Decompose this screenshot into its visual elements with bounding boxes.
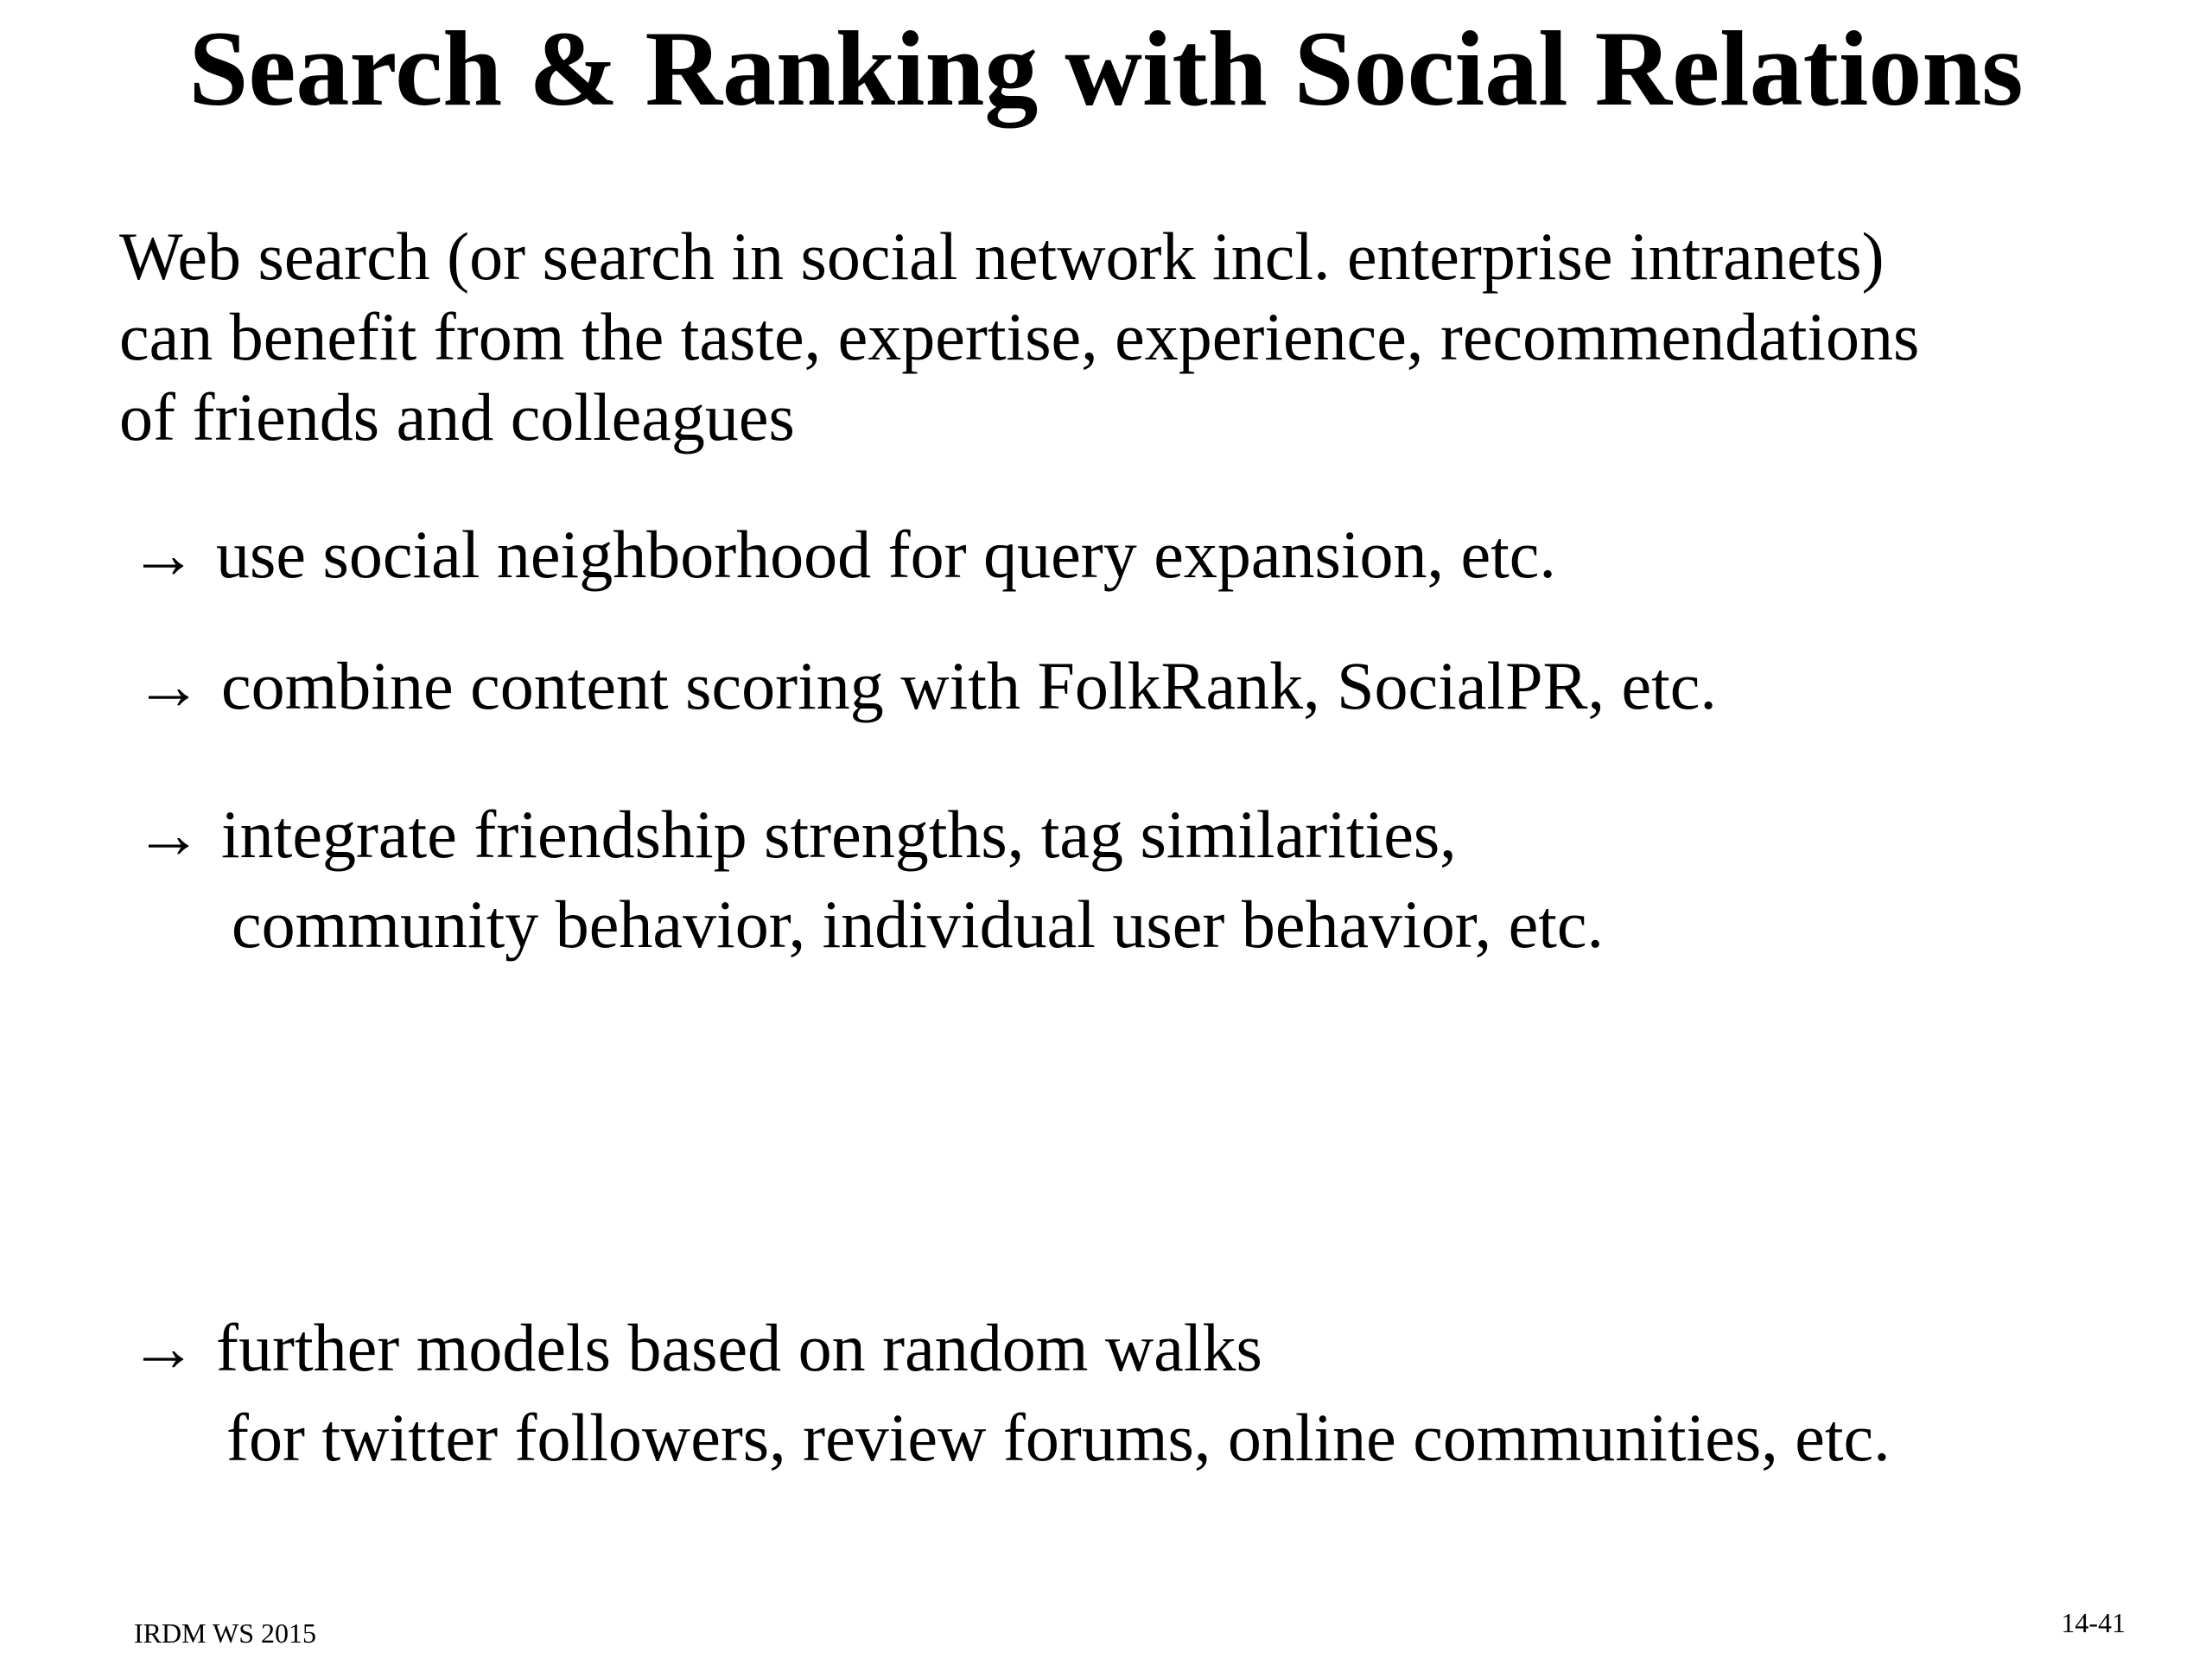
- bullet-text: use social neighborhood for query expansion, etc.: [216, 517, 1556, 592]
- intro-line: Web search (or search in social network incl. enterprise intranets): [119, 219, 1885, 294]
- right-arrow-icon: →: [130, 517, 197, 592]
- intro-line: can benefit from the taste, expertise, experience, recommendations: [119, 299, 1920, 374]
- bullet-query-expansion: [130, 510, 1556, 600]
- right-arrow-icon: →: [135, 648, 202, 723]
- bullet-integrate-strengths: [135, 790, 1604, 969]
- bullet-content-scoring: [135, 641, 1717, 731]
- bullet-random-walks: [130, 1303, 1891, 1483]
- footer-course-label: IRDM WS 2015: [134, 1618, 316, 1649]
- bullet-text: integrate friendship strengths, tag similarities,: [221, 797, 1457, 872]
- bullet-text: further models based on random walks: [216, 1310, 1262, 1385]
- slide-title: Search & Ranking with Social Relations: [188, 10, 2024, 128]
- bullet-text-continued: community behavior, individual user behavior, etc.: [232, 887, 1604, 962]
- bullet-text: combine content scoring with FolkRank, SocialPR, etc.: [221, 648, 1717, 723]
- right-arrow-icon: →: [130, 1310, 197, 1385]
- footer-page-number: 14-41: [2061, 1607, 2126, 1638]
- right-arrow-icon: →: [135, 797, 202, 872]
- intro-paragraph: [119, 216, 2176, 457]
- bullet-text-continued: for twitter followers, review forums, online communities, etc.: [226, 1400, 1891, 1475]
- intro-line: of friends and colleagues: [119, 379, 795, 454]
